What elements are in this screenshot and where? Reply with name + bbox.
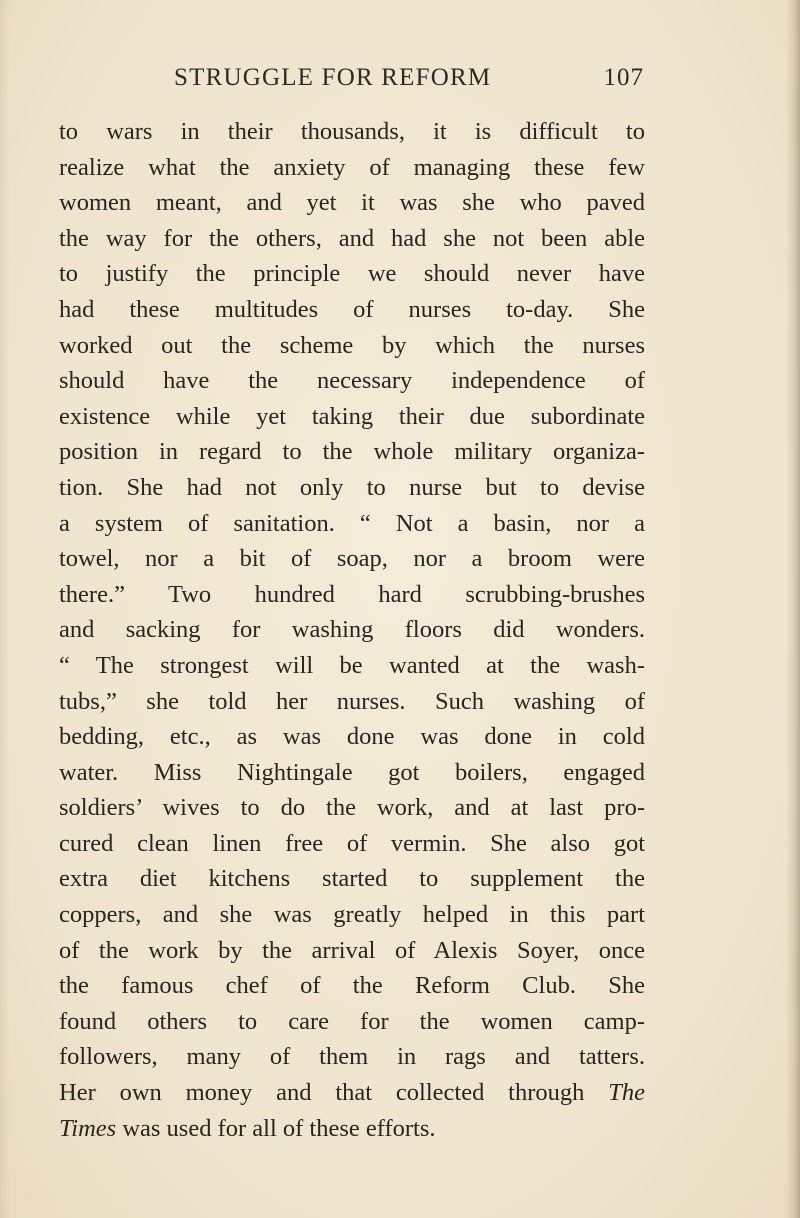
text-line: of the work by the arrival of Alexis Soyer, once [59, 936, 645, 964]
text-line: should have the necessary independence of [59, 367, 645, 395]
text-line: the way for the others, and had she not been able [59, 224, 645, 252]
running-head [174, 64, 644, 104]
text-line-with-italic [59, 1075, 645, 1111]
text-line: position in regard to the whole military organiza- [59, 438, 645, 466]
text-line: bedding, etc., as was done was done in cold [59, 723, 645, 751]
page-left-edge-shadow [0, 0, 10, 1218]
text-line-final [59, 1111, 645, 1147]
text-line: soldiers’ wives to do the work, and at last pro- [59, 794, 645, 822]
text-line: extra diet kitchens started to supplement the [59, 865, 645, 893]
italic-newspaper-title: The [608, 1079, 645, 1107]
text-line: worked out the scheme by which the nurses [59, 331, 645, 359]
text-line: found others to care for the women camp- [59, 1007, 645, 1035]
text-line: water. Miss Nightingale got boilers, engaged [59, 758, 645, 786]
text-line: “ The strongest will be wanted at the wash- [59, 651, 645, 679]
text-line: women meant, and yet it was she who paved [59, 189, 645, 217]
text-line: existence while yet taking their due subordinate [59, 402, 645, 430]
text-line: and sacking for washing floors did wonders. [59, 616, 645, 644]
text-line: tubs,” she told her nurses. Such washing of [59, 687, 645, 715]
text-line: to justify the principle we should never have [59, 260, 645, 288]
text-line: to wars in their thousands, it is difficult to [59, 118, 645, 145]
text-line: cured clean linen free of vermin. She also got [59, 829, 645, 857]
text-line: followers, many of them in rags and tatters. [59, 1043, 645, 1071]
text-line: tion. She had not only to nurse but to devise [59, 473, 645, 501]
text-line: a system of sanitation. “ Not a basin, nor a [59, 509, 645, 537]
text-line: coppers, and she was greatly helped in this part [59, 901, 645, 929]
running-head-title: STRUGGLE FOR REFORM [174, 64, 492, 91]
text-segment: Her own money and that collected through [59, 1079, 609, 1107]
body-paragraph [59, 114, 645, 1146]
text-line: had these multitudes of nurses to-day. She [59, 295, 645, 323]
page-number: 107 [603, 64, 644, 91]
page-right-edge-shadow [786, 0, 800, 1218]
text-line: realize what the anxiety of managing these few [59, 153, 645, 181]
text-line: there.” Two hundred hard scrubbing-brushes [59, 580, 645, 608]
text-segment: was used for all of these efforts. [116, 1114, 436, 1142]
italic-newspaper-title: Times [59, 1114, 117, 1142]
text-line: towel, nor a bit of soap, nor a broom were [59, 545, 645, 573]
text-line: the famous chef of the Reform Club. She [59, 972, 645, 1000]
